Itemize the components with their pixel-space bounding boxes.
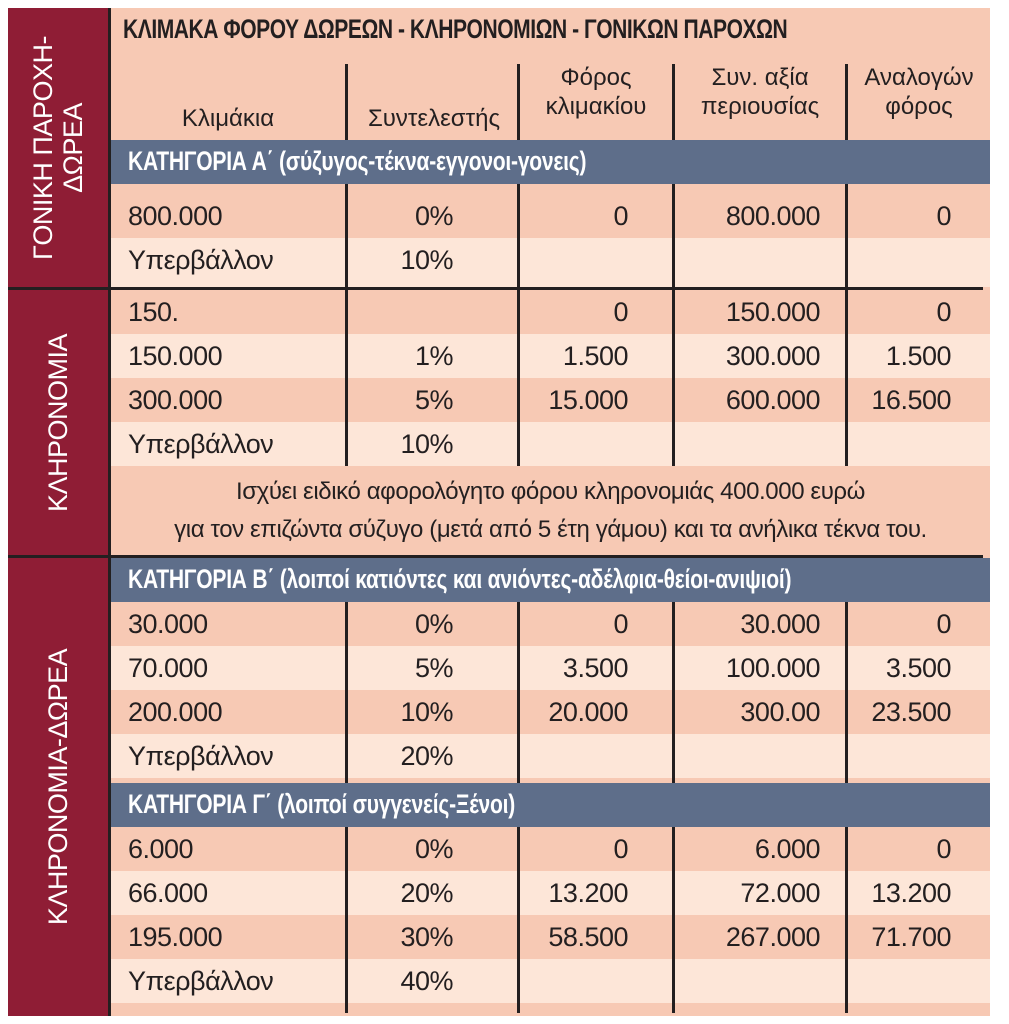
section-label-parental-gift <box>8 8 108 287</box>
category-c-label: ΚΑΤΗΓΟΡΙΑ Γ΄ (λοιποί συγγενείς-Ξένοι) <box>128 789 516 819</box>
tax-scale-table <box>8 8 990 1016</box>
column-header <box>111 58 990 140</box>
note-line-2: για τον επιζώντα σύζυγο (μετά από 5 έτη γάμου) και τα ανήλικα τέκνα του. <box>174 516 927 543</box>
table-row: 6.000 0% 0 6.000 0 <box>111 827 990 871</box>
column-divider <box>517 184 520 466</box>
section-label-inheritance-gift <box>8 558 108 1016</box>
inheritance-note <box>111 466 990 555</box>
table-row: 800.000 0% 0 800.000 0 <box>111 194 990 238</box>
table-row: Υπερβάλλον 10% <box>111 422 990 466</box>
column-divider <box>672 184 675 466</box>
table-row: 70.000 5% 3.500 100.000 3.500 <box>111 646 990 690</box>
category-b-label: ΚΑΤΗΓΟΡΙΑ Β΄ (λοιποί κατιόντες και ανιόντες-αδέλφια-θείοι-ανιψιοί) <box>128 564 792 594</box>
col-header-rate: Συντελεστής <box>367 105 501 132</box>
section-label-text: ΚΛΗΡΟΝΟΜΙΑ <box>43 333 73 512</box>
table-row: 66.000 20% 13.200 72.000 13.200 <box>111 871 990 915</box>
column-divider <box>672 827 675 1013</box>
table-row: 150. 0 150.000 0 <box>111 290 990 334</box>
table-row: Υπερβάλλον 10% <box>111 238 990 287</box>
column-divider <box>845 602 848 783</box>
col-header-brackets: Κλιμάκια <box>181 105 275 132</box>
category-c-bar <box>111 783 990 827</box>
table-row: 200.000 10% 20.000 300.00 23.500 <box>111 690 990 734</box>
table-title: ΚΛΙΜΑΚΑ ΦΟΡΟΥ ΔΩΡΕΩΝ - ΚΛΗΡΟΝΟΜΙΩΝ - ΓΟΝΙΚΩΝ ΠΑΡΟΧΩΝ <box>123 14 788 44</box>
column-divider <box>672 64 675 140</box>
table-row: 150.000 1% 1.500 300.000 1.500 <box>111 334 990 378</box>
section-label-line2: ΔΩΡΕΑ <box>58 102 88 193</box>
column-divider <box>345 184 348 466</box>
column-divider <box>517 602 520 783</box>
column-divider <box>845 184 848 466</box>
column-divider <box>345 827 348 1013</box>
column-divider <box>672 602 675 783</box>
table-row: Υπερβάλλον 40% <box>111 959 990 1003</box>
category-b-bar <box>111 558 990 602</box>
column-divider <box>845 64 848 140</box>
column-divider <box>845 827 848 1013</box>
table-row: 300.000 5% 15.000 600.000 16.500 <box>111 378 990 422</box>
category-a-bar <box>111 140 990 184</box>
column-divider <box>517 64 520 140</box>
column-divider <box>517 827 520 1013</box>
col-header-bracket-tax: Φόρος κλιμακίου <box>545 64 647 120</box>
column-divider <box>345 602 348 783</box>
col-header-total-value: Συν. αξία περιουσίας <box>700 64 820 120</box>
section-label-line1: ΓΟΝΙΚΗ ΠΑΡΟΧΗ- <box>28 35 58 260</box>
section-label-text: ΚΛΗΡΟΝΟΜΙΑ-ΔΩΡΕΑ <box>43 648 73 926</box>
table-row: 195.000 30% 58.500 267.000 71.700 <box>111 915 990 959</box>
col-header-proportional-tax: Αναλογών φόρος <box>864 64 974 120</box>
title-bar <box>111 8 990 58</box>
section-label-inheritance <box>8 290 108 555</box>
column-divider <box>345 64 348 140</box>
table-row: 30.000 0% 0 30.000 0 <box>111 602 990 646</box>
category-a-label: ΚΑΤΗΓΟΡΙΑ Α΄ (σύζυγος-τέκνα-εγγονοι-γονεις) <box>128 146 587 176</box>
table-row: Υπερβάλλον 20% <box>111 734 990 778</box>
table-footer-strip <box>111 1003 990 1016</box>
note-line-1: Ισχύει ειδικό αφορολόγητο φόρου κληρονομιάς 400.000 ευρώ <box>235 478 866 505</box>
